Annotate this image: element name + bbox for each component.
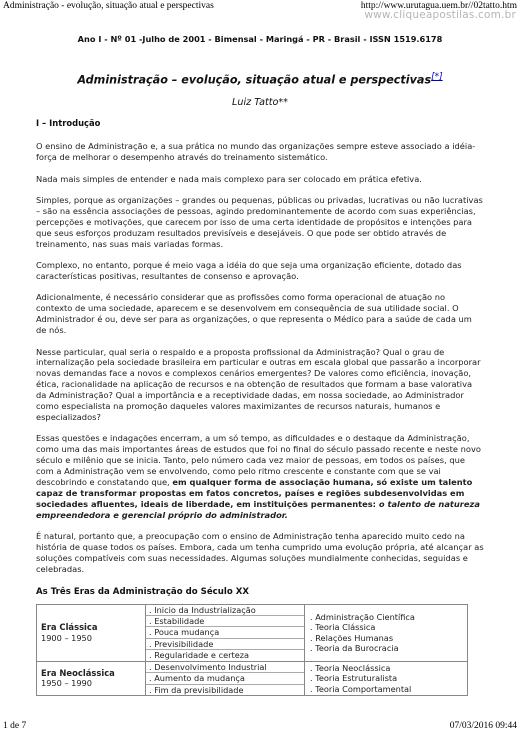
- article-title: [36, 72, 484, 87]
- title-footnote-link[interactable]: [*]: [431, 71, 443, 82]
- paragraph-4: Complexo, no entanto, porque é meio vaga a idéia do que seja uma organização eficiente, dotado das características positivas, resultantes de consenso e aprovação.: [36, 260, 462, 282]
- era-years: 1950 – 1990: [41, 678, 92, 689]
- theory-item: . Relações Humanas: [310, 632, 394, 643]
- article-author: Luiz Tatto**: [232, 96, 288, 108]
- theory-item: . Teoria Clássica: [310, 622, 376, 633]
- theory-item: . Teoria Neoclássica: [310, 662, 391, 673]
- feature-item: . Pouca mudança: [146, 627, 304, 638]
- theory-item: . Administração Científica: [310, 611, 415, 622]
- era-name: Era Neoclássica: [41, 667, 115, 678]
- header-page-title: Administração - evolução, situação atual e perspectivas: [3, 1, 214, 11]
- theory-item: . Teoria Estruturalista: [310, 673, 398, 684]
- issue-line: Ano I - Nº 01 -Julho de 2001 - Bimensal - Maringá - PR - Brasil - ISSN 1519.6178: [77, 34, 443, 44]
- table-title: As Três Eras da Administração do Século XX: [36, 586, 249, 597]
- article-title-text: Administração – evolução, situação atual e perspectivas: [77, 73, 432, 87]
- paragraph-7-text: Essas questões e indagações encerram, a um só tempo, as dificuldades e o destaque da Administração, como uma das mais importantes áreas de estudos que foi no final do século passado recente e neste novo século e milênio que se inicia. Tanto, pelo número cada vez maior de pessoas, em todos os países, que com a Administração vem se envolvendo, como pelo ritmo crescente e constante com que se vai descobrindo e constatando que,: [36, 433, 481, 488]
- eras-table: [36, 604, 468, 696]
- feature-item: . Previsibilidade: [146, 639, 304, 650]
- table-row: [37, 604, 468, 661]
- feature-item: . Aumento da mudança: [146, 673, 304, 684]
- era-cell: [37, 604, 146, 661]
- paragraph-7: [36, 433, 484, 520]
- era-years: 1900 – 1950: [41, 632, 92, 643]
- paragraph-8: É natural, portanto que, a preocupação com o ensino de Administração tenha aparecido muito cedo na história de quase todos os países. Embora, cada um tenha cumprido uma evolução própria, até alcançar as soluções compatíveis com suas necessidades. Algumas soluções mundialmente conhecidas, seguidas e celebradas.: [36, 531, 484, 574]
- feature-item: . Inicio da Industrialização: [146, 605, 304, 616]
- feature-item: . Estabilidade: [146, 616, 304, 627]
- theory-item: . Teoria da Burocracia: [310, 643, 399, 654]
- table-row: [37, 661, 468, 695]
- document-body: [36, 34, 484, 696]
- paragraph-6: Nesse particular, qual seria o respaldo e a proposta profissional da Administração? Qual o grau de internalização pela sociedade brasileira em particular e outras em escala global que passarão a incorporar novas demandas face a novos e complexos cenários emergentes? De valores como eficiência, inovação, ética, racionalidade na aplicação de recursos e na obtenção de resultados que formam a base valorativa da Administração? Qual a importância e a receptividade dadas, em nossa sociedade, ao Administrador como especialista na promoção daqueles valores maximizantes de recursos naturais, humanos e especializados?: [36, 346, 481, 422]
- paragraph-2: Nada mais simples de entender e nada mais complexo para ser colocado em prática efetiva.: [36, 173, 422, 184]
- print-timestamp: 07/03/2016 09:44: [449, 721, 517, 731]
- theory-item: . Teoria Comportamental: [310, 683, 412, 694]
- paragraph-7-bold: em qualquer forma de associação humana, só existe um talento capaz de transformar propostas em fatos concretos, países e regiões subdesenvolvidas em sociedades afluentes, ideais de liberdade, em instituições permanentes:: [36, 477, 473, 509]
- paragraph-3: Simples, porque as organizações – grandes ou pequenas, públicas ou privadas, lucrativas ou não lucrativas – são na essência associações de pessoas, agindo predominantemente de acordo com suas experiências, percepções e motivações, que carecem por isso de uma certa identidade de propósitos e intenções para que seus esforços produzam resultados previsíveis e desejáveis. O que pode ser obtido através de treinamento, nas suas mais variadas formas.: [36, 195, 483, 249]
- feature-item: . Desenvolvimento Industrial: [146, 662, 304, 673]
- era-cell: [37, 661, 146, 695]
- paragraph-1: O ensino de Administração e, a sua prática no mundo das organizações sempre esteve associado a idéia-força de melhorar o desempenho através do treinamento sistemático.: [36, 141, 476, 163]
- paragraph-5: Adicionalmente, é necessário considerar que as profissões como forma operacional de atuação no contexto de uma sociedade, aparecem e se desenvolvem em consequência de sua utilidade social. O Administrador é ou, deve ser para as organizações, o que representa o Médico para a saúde de cada um de nós.: [36, 292, 472, 336]
- theories-cell: [305, 661, 468, 695]
- page-counter: 1 de 7: [3, 721, 27, 731]
- feature-item: . Regularidade e certeza: [149, 650, 250, 661]
- header-url: http://www.urutagua.uem.br//02tatto.htm: [360, 1, 517, 11]
- feature-item: . Fim da previsibilidade: [149, 684, 244, 695]
- section-heading: I – Introdução: [36, 118, 101, 129]
- features-cell: [146, 604, 305, 661]
- print-footer: [3, 721, 517, 733]
- theories-cell: [305, 604, 468, 661]
- paragraph-7-bold-italic: o talento de natureza empreendedora e gerencial próprio do administrador.: [36, 498, 480, 520]
- era-name: Era Clássica: [41, 622, 98, 633]
- features-cell: [146, 661, 305, 695]
- watermark: www.cliqueapostilas.com.br: [364, 9, 516, 21]
